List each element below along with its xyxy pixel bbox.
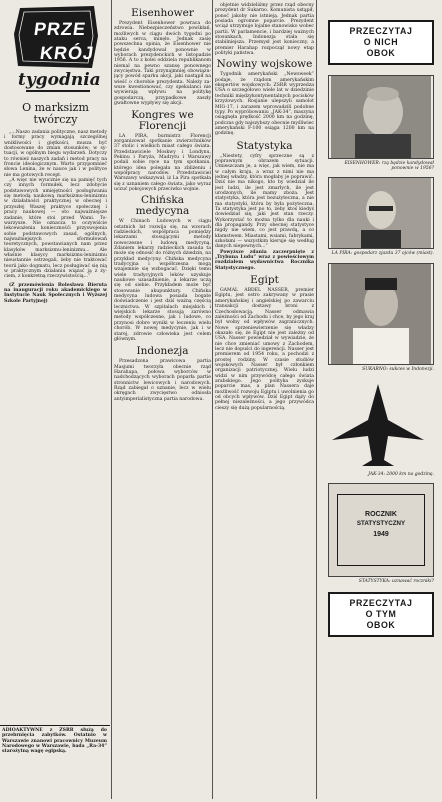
article-text-kongres: LA PIRA, burmistrz Florencji zorganizował spotkanie zwierzchników 37 stolic i wielkich miast całego świata. Przedstawiciele Moskwy i Londynu, Pekinu i Paryża, Madrytu i Warszawy podali sobie ręce na tym spotkaniu, którego idea polegała na zbliżeniu i współpracy narodów. Przedstawiciel Warszawy wskazywał, iż La Pira spotkała się z uznaniem całego świata, jako wyraz uczuć pokojowych przeciwko wojnie. [114,133,211,192]
article-text-statystyka: „Niestety, cyfry sprzeczne są z poprawnym obrazem sytuacji. Umieszczam je, a więc, jak wiem, nie ma w całym kraju, a wraz z nimi nie ma jednej władzy, która mogłaby je poprawić. Dziś nie ma nikogo, kto by wiedział ile jest ludzi, ile jest zmarłych, ile jest urodzonych, ile mamy zboża. Jest statystyka, która jest bezużyteczna, a nie ma statystyki, która by była pożyteczna. Ta statystyka jest po to, żeby ktoś kiedyś dowiedział się, jaki jest stan rzeczy. Wykorzystać to można tylko dla nauki i dla propagandy. Przy obecnej statystyce nigdy nie wiem, co jest prawdą, a co kłamstwem. Miastami, wsiami, fabrykami, szkołami — wszystkim kieruje się według danych niepewnych...” [215,153,314,250]
column-middle-left [114,0,211,799]
article-paragraph: „A więc nie wyucznie się na pamięć tych czy innych formułek, lecz zdobycie podstawowych umiejętności posługiwania się metodą naukową marksizmu-leninizmu w działalności praktycznej w obecnej i przyszłej Waszej praktyce społecznej i pracy naukowej — oto najważniejsze zadanie, które stoi przed Wami. Towarzysze. Nie oznacza to oczywiście lekceważenia koniecznośći przyswojenia sobie podstawowych zasad, ogólnych, najważniejszych sformułowań teoretycznych, powstawianych nam przez klasyków marksizmu-leninizmu... Ale właśnie klasycy marksizmu-leninizmu nieustannie ostrzegali, żeby nie traktować teorii jako dogmatu, lecz posługiwać się nią w praktycznym działaniu wiązać ją z życiem, z konkretną rzeczywistością...” [4,178,107,280]
promo-line: PRZECZYTAJ [349,598,413,609]
masthead-logo [14,6,100,70]
column-left [0,0,110,725]
promo-line: OBOK [366,620,396,631]
column-rule [111,0,112,799]
article-source-note: (Z przemówienia Bolesława Bieruta na inauguracji roku akademickiego w Instytucie Nauk Społecznych i Wyższej Szkole Partyjnej) [4,282,107,304]
masthead-line-2: KRÓJ [38,43,96,63]
photo-la-pira [328,177,434,249]
caption-statystyka: STATYSTYKA: uznawać roczniki? [358,579,434,585]
masthead-subtitle: tygodnia [18,70,101,90]
promo-box-top [328,20,434,65]
article-text-indonezja-cont: objetnie widzieliśmy przez rząd obecny prezydent dr Sukarno. Komunista ustąpił, ponoć jakoby nie istnieją. Jednak partia posiada ogromne poparcie. Prezydent wciąż utrzymuje lojalne stanowisko wobec partii. W parlamencie, i bardziej ważnych stosunkach, Indonezja stała się stabilniejsza. Przemysł jest konieczny, a premier Harahap rozpoczął nowy etap polityki państwa. [215,3,314,57]
column-sidebar [318,0,442,799]
promo-box-bottom [328,592,434,637]
article-text-nowiny: Tygodnik amerykański „Newsweek” podaje, że rządom amerykańskim ekspertów wojskowych: ZSRR wyprzedza USA o szczegółowo wiele lat w dziedzinie techniki międzykontynentalnych pocisków krzyżowych. Rosjanie ulepszyli samolot MIG-17, i zarazem wprowadzili podobne typy. Po wypróbowaniu „JAK-34”, maszyna osiągnęła prędkość 2000 km na godzinę, podczas gdy najszybszy obecnie myśliwiec amerykański F-100 osiąga 1200 km na godzinę. [215,72,314,137]
article-title-egipt: Egipt [250,274,279,287]
column-middle-right [215,0,314,799]
promo-line: O NICH [363,37,399,47]
caption-eisenhower: EISENHOWER: rzą będzie kandydował ponownie w 1956? [344,161,434,172]
masthead [4,2,106,98]
photo-jak-34 [328,380,428,470]
promo-line: OBOK [366,48,396,58]
bottom-note-text: ADIOAKTYWNE z ZSRR służą do przebrnięcia zabytków. Ostatnio w Warszawie znanowi pracownicy Muzeum Narodowego w Warszawie, bada „Ra-34” starożytną wagę egipską. [2,728,107,755]
article-text-eisenhower: Prezydent Eisenhower powraca do zdrowia. Niebezpieczeństwo powikłań, możliwych w ciągu dwóch tygodni po ataku serca, minęło. Jednak zasię powszechna opinia, że Eisenhower nie będzie kandydował ponownie w wyborach prezydenckich w listopadzie 1956. A to z kolei oddziela republikanom niemal na pewno szansę ponownego zwycięstwa. Taki przynajmniej obowiązujący powód sparku akcji, jaki nastąpił na wieść o chorobie prezydenta. Należy zawsze kwestionować, czy spekulanci nie wywierają wpływu na politykę gospodarczą, przypadkowe zaszły gwałtowne wypływy się akcji. [114,21,211,107]
book-title-line: STATYSTYCZNY [356,520,406,528]
masthead-underline [26,90,90,92]
article-title-chinska: Chińska medycyna [135,194,190,218]
photo-sukarno [328,263,434,365]
bottom-note [0,725,110,802]
article-text-indonezja: Przesadzona prawicowa partia Masjumi tworzyła obecnie rząd Harahapa, połowa wyborców w nadchodzących wyborach poparła partie stronnictw lewicowych i narodowych. Rząd zabiegał o uznanie, lecz w wielu okręgach zwycięstwo odniosła antyimperialistyczna partia narodowa. [114,359,211,402]
book-title-line: 1949 [373,531,389,539]
article-title-statystyka: Statystyka [236,139,293,152]
article-title-marksizm: O marksizm twórczy [22,101,89,126]
caption-jak-34: JAK-34: 2000 km na godzinę. [368,471,434,477]
article-text-chinska: W Chinach Ludowych w ciągu ostatnich lat rozwija się, na wzorach radzieckich, współpraca pomiędzy lekarzami stosującymi metody nowoczesne i ludową medycyną. Zdaniem lekarzy radzieckich zasada ta może się odnosić do różnych dziedzin, na przykład medycyny. Chińska medycyna tradycyjna i współczesna mogą wzajemnie się wzbogacać. Dzięki temu wiele tradycyjnych leków uzyskuje naukowe uzasadnienie, a lekarze uczą się od siebie. Przykładem może być stosowanie akupunktury. Chińska medycyna ludowa posiada bogate doświadczenie i jest dziś ważną częścią lecznictwa. W szpitalach miejskich i wiejskich lekarze stosują zarówno metody współczesne, jak i ludowe, co przynosi dobre wyniki w leczeniu wielu chorób. W nowej medycynie, jak i w starej, zdrowie człowieka jest celem głównym. [114,219,211,342]
article-text-egipt: GAMAL ABDEL NASSER, premier Egiptu, jest ostro zakrywany w prasie amerykańskiej i angielskiej po zawarciu transakcji dostawy broni z Czechosłowacją. Nasser odmawia zależności od Zachodu i chce, by jego kraj był wolny od wpływów zagranicznych. Nowe sprzeniewierzenie się władzy okazało się, że Egipt nie jest zależny od USA. Nasser powiedział w wywiadzie, że nie chce zmieniać umowy z Zachodem, lecz nie dopuści do ingerencji. Nasser jest premierem od 1954 roku, a pochodzi z prostej rodziny. W czasie studiów wojskowych Nasser był członkiem organizacji patriotycznej. Wielu ludzi widzi w nim przywódcę całego świata arabskiego. Jego polityka zyskuje poparcie mas, a plan Nassera daje możliwość rozwoju Egiptu i uwolnienia go od obcych wpływów. Dziś Egipt dąży do pełnej niezależności, a jego przywódca cieszy się dużą popularnością. [215,288,314,411]
promo-line: O TYM [365,609,397,620]
article-paragraph: „...Naszo zadania polityczne, nasz metody i formy pracy wymagają szczególnej wnikliwości i giętkości, musza być dostosowane do zmian stosunków; w sytuacji, w ogólnym biegu wydarzeń. Dotyczy to również naszych zadań i metod pracy na froncie ideologicznym. Warto przypomnieć słowa Lenina, że w nauce jak i w polityce nie ma gotowych recept. [4,130,107,178]
article-title-indonezja: Indonezja [136,345,189,358]
promo-line: PRZECZYTAJ [349,26,413,36]
article-title-nowiny: Nowiny wojskowe [216,58,313,71]
article-title-eisenhower: Eisenhower [131,7,194,19]
caption-la-pira: LA PIRA: gospodarz zjazdu 37 ojców (miast). [331,251,434,257]
book-title-line: ROCZNIK [365,511,397,519]
article-title-kongres: Kongres we Florencji [131,108,194,132]
column-rule [212,0,213,799]
article-source-statystyka: Powyższe zdania zaczerpnięte z „Trybuna Ludu” wraz z powieściowym rozdziałem wydawnictwa Rocznika Statystycznego. [215,249,314,271]
column-rule [316,0,317,799]
masthead-line-1: PRZE [32,19,88,39]
caption-sukarno: SUKARNO: sukces w Indonezji. [362,366,434,372]
photo-eisenhower [328,75,434,159]
book-cover-rocznik [328,483,434,577]
